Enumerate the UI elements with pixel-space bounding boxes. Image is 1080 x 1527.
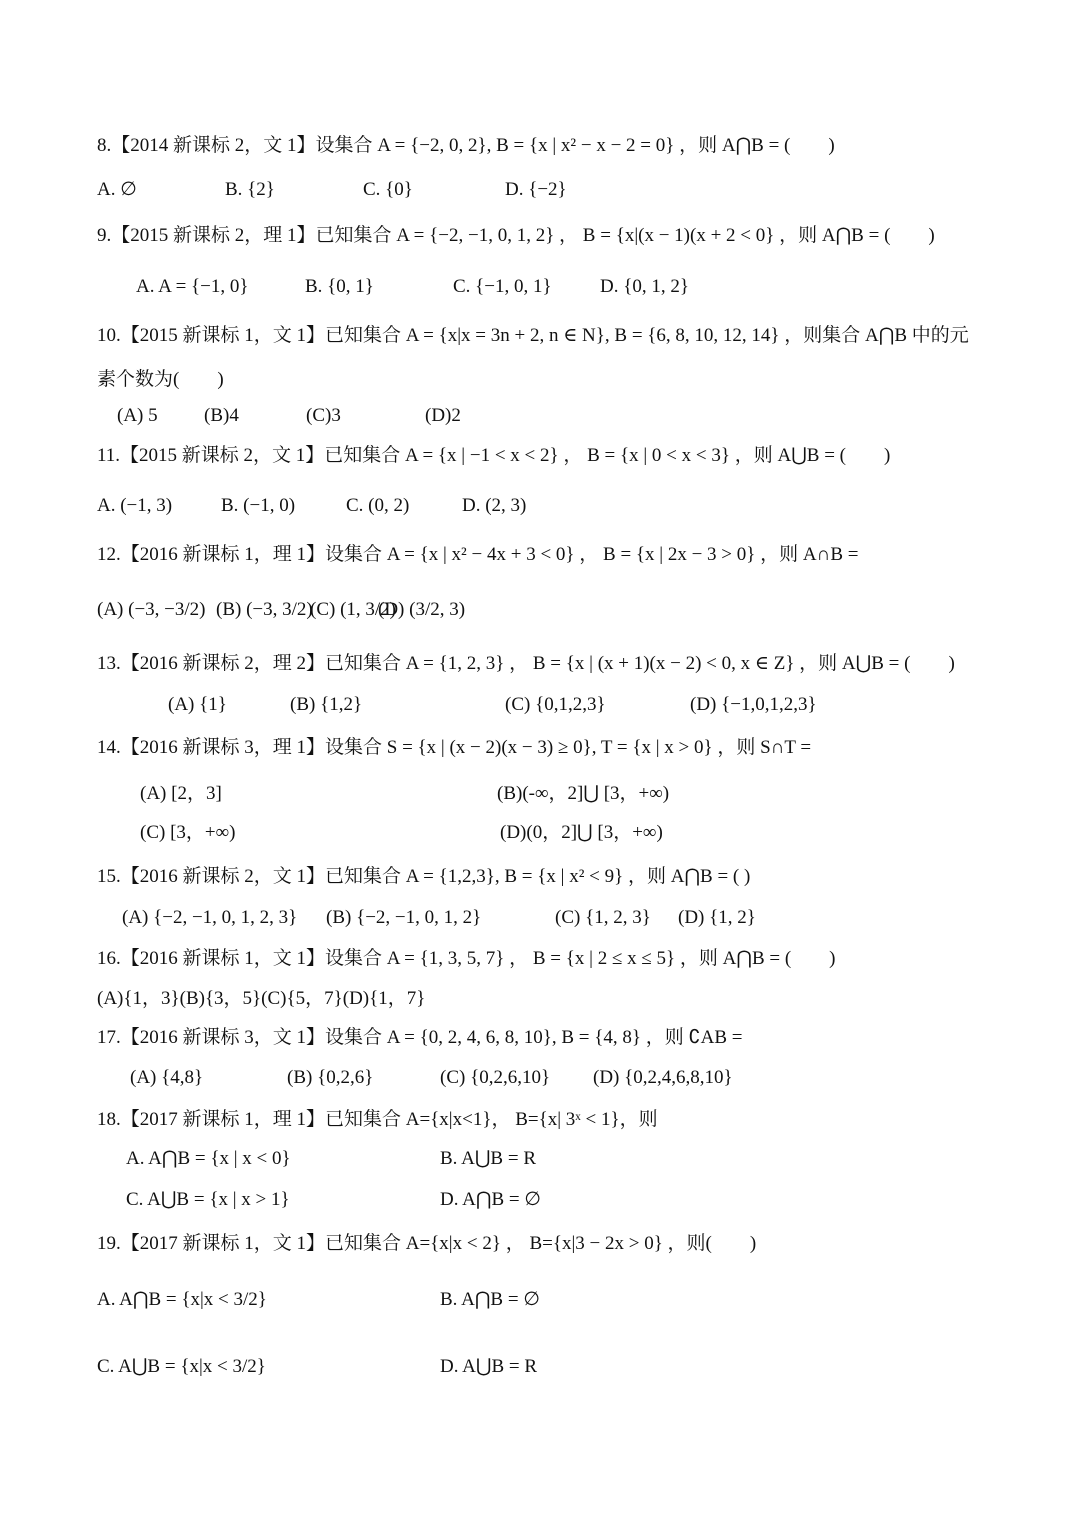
option-d: D. A⋃B = R (440, 1356, 538, 1377)
option-b: (B) {0,2,6} (287, 1067, 374, 1088)
option-b: (B)(-∞，2]⋃ [3，+∞) (497, 783, 670, 804)
option-c: C. {0} (363, 179, 413, 200)
option-b: (B) {−2, −1, 0, 1, 2} (326, 907, 482, 928)
option-a: A. A = {−1, 0} (136, 276, 249, 297)
option-c: (C) {0,2,6,10} (440, 1067, 551, 1088)
question-10-options (0, 399, 1080, 433)
question-11-stem (0, 439, 1080, 473)
option-a: (A) 5 (117, 405, 158, 426)
question-18-stem (0, 1103, 1080, 1137)
question-14-options-row-1 (0, 777, 1080, 811)
option-b: (B) {1,2} (290, 694, 363, 715)
question-19-stem (0, 1227, 1080, 1261)
option-c: (C) {0,1,2,3} (505, 694, 606, 715)
question-stem-text: 15.【2016 新课标 2，文 1】已知集合 A = {1,2,3}, B = {x | x² < 9} ，则 A⋂B = ( ) (97, 866, 751, 887)
question-stem-text: 16.【2016 新课标 1，文 1】设集合 A = {1, 3, 5, 7} ， B = {x | 2 ≤ x ≤ 5} ，则 A⋂B = ( ) (97, 948, 836, 969)
option-a: A. (−1, 3) (97, 495, 173, 516)
question-10-stem-continued (0, 363, 1080, 397)
option-a: (A) {4,8} (130, 1067, 204, 1088)
option-a: (A) (−3, −3/2) (97, 599, 206, 620)
option-b: B. A⋂B = ∅ (440, 1289, 540, 1310)
question-17-options (0, 1061, 1080, 1095)
option-a: (A) [2，3] (140, 783, 222, 804)
option-c: C. A⋃B = {x|x < 3/2} (97, 1356, 266, 1377)
option-b: B. {2} (225, 179, 275, 200)
question-13-options (0, 688, 1080, 722)
question-12-options (0, 584, 1080, 636)
question-10-stem (0, 319, 1080, 353)
question-18-options-row-1 (0, 1142, 1080, 1176)
option-c: (C) [3，+∞) (140, 822, 236, 843)
question-stem-text: 10.【2015 新课标 1，文 1】已知集合 A = {x|x = 3n + 2, n ∈ N}, B = {6, 8, 10, 12, 14} ，则集合 A⋂B 中的元 (97, 325, 969, 346)
question-11-options (0, 489, 1080, 523)
question-14-stem (0, 731, 1080, 765)
question-stem-text: 8.【2014 新课标 2，文 1】设集合 A = {−2, 0, 2}, B = {x | x² − x − 2 = 0} ，则 A⋂B = ( ) (97, 135, 835, 156)
question-8-stem (0, 129, 1080, 163)
question-15-stem (0, 860, 1080, 894)
question-19-options-row-2 (0, 1341, 1080, 1393)
question-stem-text: 9.【2015 新课标 2，理 1】已知集合 A = {−2, −1, 0, 1, 2} ， B = {x|(x − 1)(x + 2 < 0} ，则 A⋂B = ( ) (97, 225, 935, 246)
question-18-options-row-2 (0, 1183, 1080, 1217)
option-b: (B)4 (204, 405, 239, 426)
option-d: D. {−2} (505, 179, 567, 200)
question-stem-text: 13.【2016 新课标 2，理 2】已知集合 A = {1, 2, 3} ， B = {x | (x + 1)(x − 2) < 0, x ∈ Z} ，则 A⋃B = ( ) (97, 653, 955, 674)
option-d: (D)(0，2]⋃ [3，+∞) (500, 822, 663, 843)
question-stem-text: 17.【2016 新课标 3，文 1】设集合 A = {0, 2, 4, 6, 8, 10}, B = {4, 8} ，则 ∁AB = (97, 1027, 743, 1048)
option-b: (B) (−3, 3/2) (216, 599, 313, 620)
option-d: (D)2 (425, 405, 461, 426)
option-b: B. (−1, 0) (221, 495, 296, 516)
option-c: C. {−1, 0, 1} (453, 276, 552, 297)
option-c: (C)3 (306, 405, 341, 426)
question-9-stem (0, 219, 1080, 253)
option-d: (D) (3/2, 3) (378, 599, 466, 620)
option-d: D. (2, 3) (462, 495, 527, 516)
question-stem-text: 11.【2015 新课标 2，文 1】已知集合 A = {x | −1 < x < 2} ， B = {x | 0 < x < 3} ，则 A⋃B = ( ) (97, 445, 891, 466)
question-9-options (0, 270, 1080, 304)
question-17-stem (0, 1021, 1080, 1055)
question-stem-text: 19.【2017 新课标 1，文 1】已知集合 A={x|x < 2} ， B={x|3 − 2x > 0} ，则( ) (97, 1233, 757, 1254)
question-16-options (0, 982, 1080, 1016)
option-a: A. A⋂B = {x|x < 3/2} (97, 1289, 267, 1310)
question-14-options-row-2 (0, 816, 1080, 850)
option-d: (D) {1, 2} (678, 907, 756, 928)
option-a: (A) {1} (168, 694, 227, 715)
option-a: A. A⋂B = {x | x < 0} (126, 1148, 291, 1169)
question-15-options (0, 901, 1080, 935)
question-stem-text: 18.【2017 新课标 1，理 1】已知集合 A={x|x<1}， B={x| 3ˣ < 1}，则 (97, 1109, 658, 1130)
option-b: B. {0, 1} (305, 276, 374, 297)
option-b: B. A⋃B = R (440, 1148, 536, 1169)
option-c: C. (0, 2) (346, 495, 410, 516)
option-d: (D) {0,2,4,6,8,10} (593, 1067, 733, 1088)
question-8-options (0, 173, 1080, 207)
question-16-stem (0, 942, 1080, 976)
question-stem-text: 12.【2016 新课标 1，理 1】设集合 A = {x | x² − 4x + 3 < 0} ， B = {x | 2x − 3 > 0} ，则 A∩B = (97, 544, 859, 565)
question-12-stem (0, 538, 1080, 572)
question-13-stem (0, 647, 1080, 681)
option-d: D. {0, 1, 2} (600, 276, 689, 297)
options-inline: (A){1，3}(B){3，5}(C){5，7}(D){1，7} (97, 988, 426, 1009)
option-d: D. A⋂B = ∅ (440, 1189, 541, 1210)
option-c: C. A⋃B = {x | x > 1} (126, 1189, 290, 1210)
question-19-options-row-1 (0, 1274, 1080, 1326)
option-c: (C) {1, 2, 3} (555, 907, 651, 928)
option-c: (C) (1, 3/2) (310, 599, 397, 620)
question-stem-text: 素个数为( ) (97, 369, 224, 390)
option-d: (D) {−1,0,1,2,3} (690, 694, 817, 715)
option-a: (A) {−2, −1, 0, 1, 2, 3} (122, 907, 298, 928)
option-a: A. ∅ (97, 179, 137, 200)
question-stem-text: 14.【2016 新课标 3，理 1】设集合 S = {x | (x − 2)(x − 3) ≥ 0}, T = {x | x > 0} ，则 S∩T = (97, 737, 812, 758)
